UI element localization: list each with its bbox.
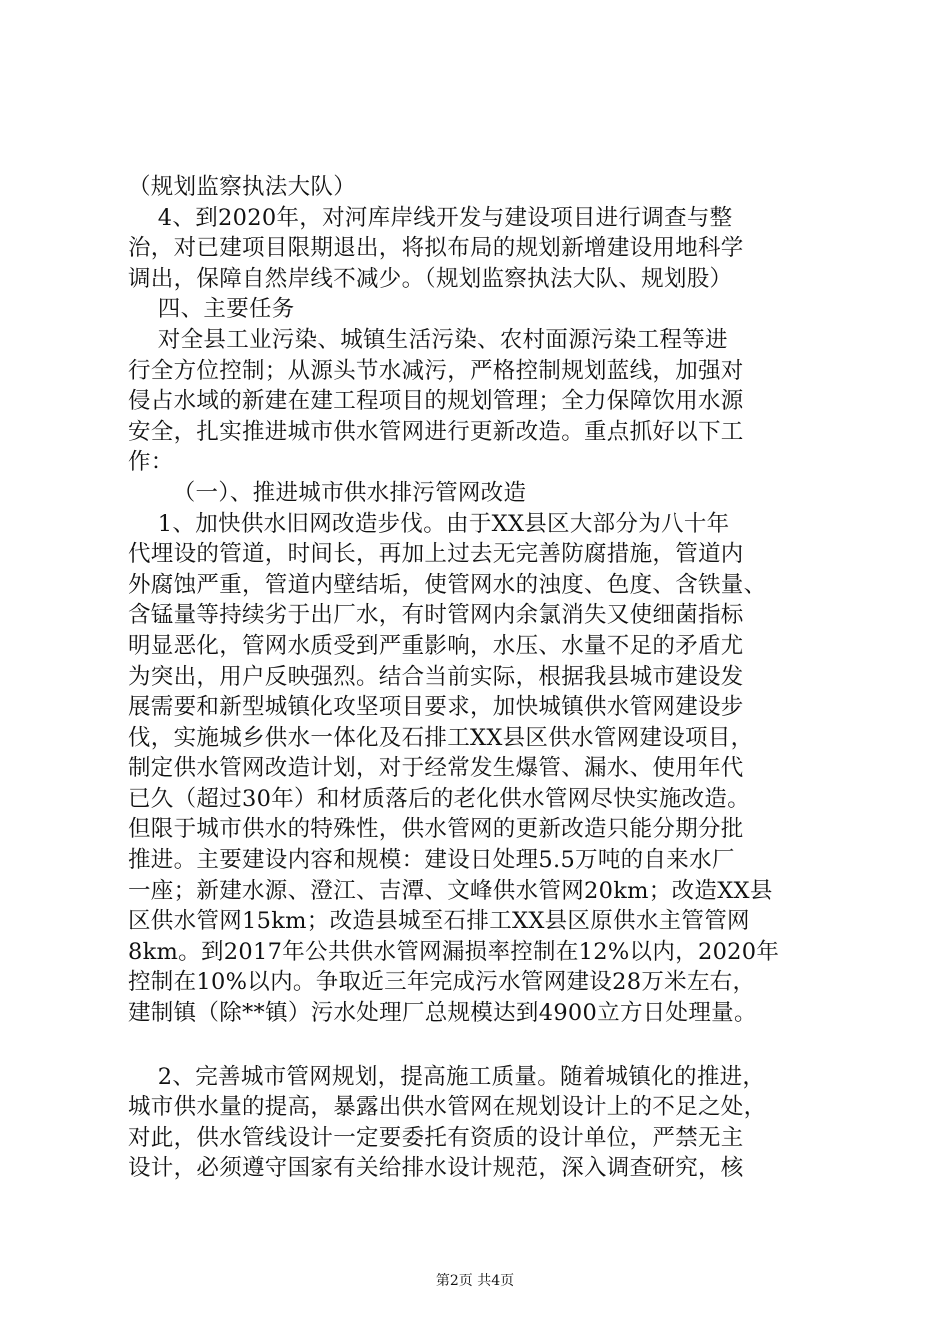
text-line: （规划监察执法大队）	[128, 174, 357, 200]
text-line: 展需要和新型城镇化攻坚项目要求，加快城镇供水管网建设步	[128, 694, 744, 721]
text-line: 伐，实施城乡供水一体化及石排工XX县区供水管网建设项目，	[128, 724, 754, 751]
text-line: 安全，扎实推进城市供水管网进行更新改造。重点抓好以下工	[128, 418, 744, 445]
text-line: 但限于城市供水的特殊性，供水管网的更新改造只能分期分批	[128, 816, 744, 843]
text-line: 调出，保障自然岸线不减少。（规划监察执法大队、规划股）	[128, 265, 733, 292]
text-line: 作：	[128, 449, 174, 476]
text-line: 外腐蚀严重，管道内壁结垢，使管网水的浊度、色度、含铁量、	[128, 571, 767, 598]
page-footer: 第2页 共4页	[435, 1273, 515, 1289]
text-line: 代埋设的管道，时间长，再加上过去无完善防腐措施，管道内	[128, 541, 744, 568]
text-line: 治，对已建项目限期退出，将拟布局的规划新增建设用地科学	[128, 235, 744, 262]
text-line: 控制在10%以内。争取近三年完成污水管网建设28万米左右，	[128, 969, 756, 996]
text-line: 建制镇（除**镇）污水处理厂总规模达到4900立方日处理量。	[128, 1000, 757, 1027]
text-line: 设计，必须遵守国家有关给排水设计规范，深入调查研究，核	[128, 1155, 744, 1182]
text-line: 侵占水域的新建在建工程项目的规划管理；全力保障饮用水源	[128, 388, 744, 415]
text-line: 明显恶化，管网水质受到严重影响，水压、水量不足的矛盾尤	[128, 632, 744, 659]
text-line: 8km。到2017年公共供水管网漏损率控制在12%以内，2020年	[128, 938, 780, 965]
text-line: 城市供水量的提高，暴露出供水管网在规划设计上的不足之处，	[128, 1094, 767, 1121]
text-block-1	[128, 172, 838, 1029]
text-line: 制定供水管网改造计划，对于经常发生爆管、漏水、使用年代	[128, 755, 744, 782]
text-line: 一座；新建水源、澄江、吉潭、文峰供水管网20km；改造XX县	[128, 877, 773, 904]
text-line: 1、加快供水旧网改造步伐。由于XX县区大部分为八十年	[128, 510, 730, 537]
text-line: 2、完善城市管网规划，提高施工质量。随着城镇化的推进，	[128, 1063, 766, 1090]
text-line: 已久（超过30年）和材质落后的老化供水管网尽快实施改造。	[128, 785, 751, 812]
paragraph-gap	[128, 1029, 838, 1062]
text-line: 4、到2020年，对河库岸线开发与建设项目进行调查与整	[128, 204, 733, 231]
text-line: 行全方位控制；从源头节水减污，严格控制规划蓝线，加强对	[128, 357, 744, 384]
text-line: 区供水管网15km；改造县城至石排工XX县区原供水主管管网	[128, 908, 750, 935]
text-line: 含锰量等持续劣于出厂水，有时管网内余氯消失又使细菌指标	[128, 602, 744, 629]
text-line: 推进。主要建设内容和规模：建设日处理5.5万吨的自来水厂	[128, 847, 735, 874]
text-line: 对全县工业污染、城镇生活污染、农村面源污染工程等进	[128, 326, 728, 353]
text-line: 对此，供水管线设计一定要委托有资质的设计单位，严禁无主	[128, 1124, 744, 1151]
text-line: 四、主要任务	[128, 296, 295, 323]
text-line: （一）、推进城市供水排污管网改造	[128, 479, 527, 506]
text-line: 为突出，用户反映强烈。结合当前实际，根据我县城市建设发	[128, 663, 744, 690]
document-body	[128, 172, 838, 1184]
text-block-2	[128, 1062, 838, 1184]
